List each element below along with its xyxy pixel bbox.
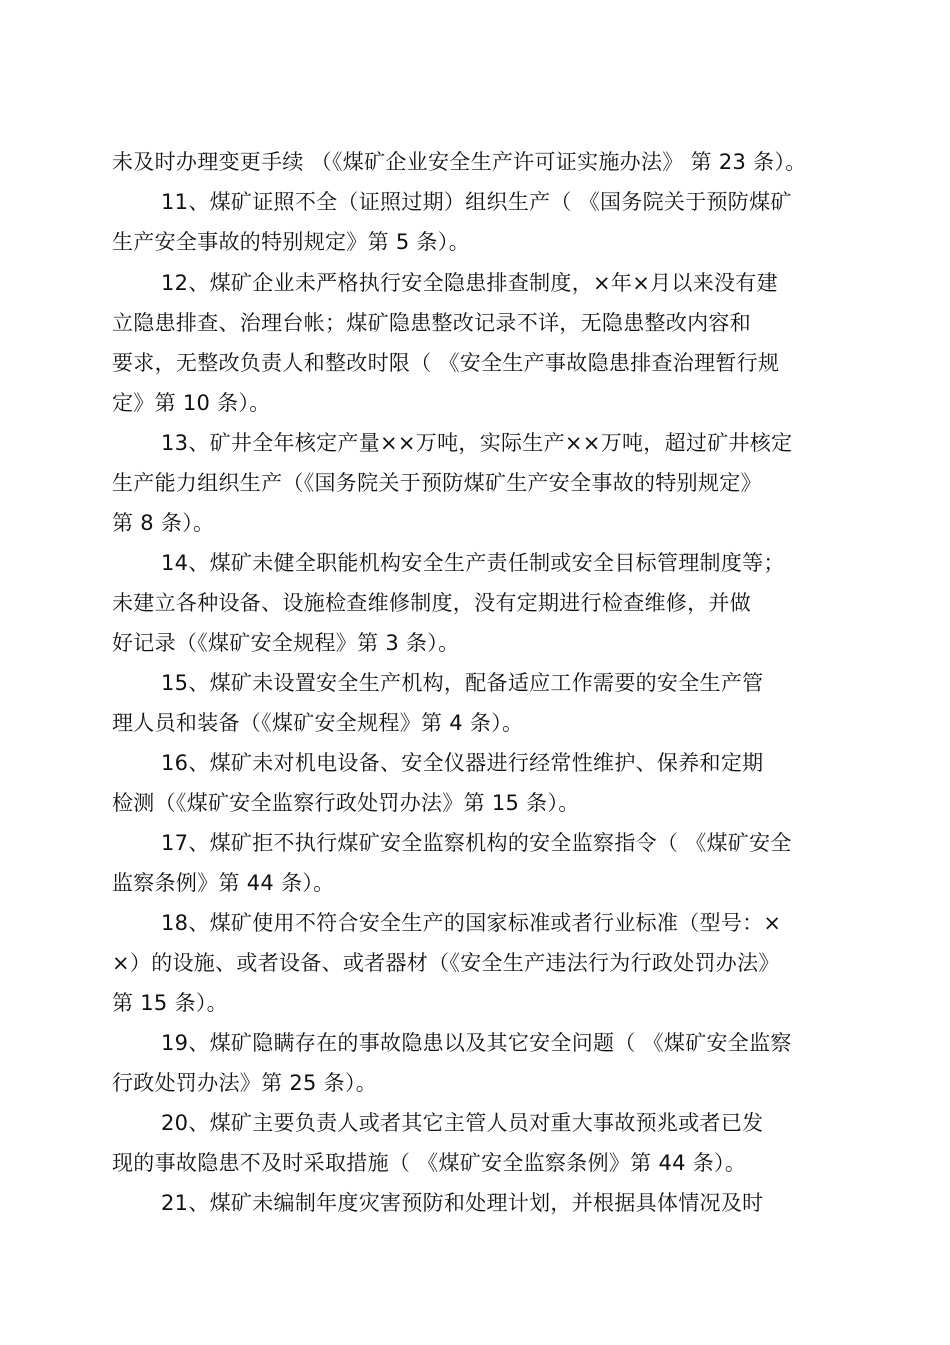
text-line: 行政处罚办法》第 25 条）。 (112, 1071, 378, 1095)
text-line: 要求，无整改负责人和整改时限（ 《安全生产事故隐患排查治理暂行规 (112, 351, 780, 375)
text-line: 12、煤矿企业未严格执行安全隐患排查制度，×年×月以来没有建 (161, 271, 778, 295)
text-line: 17、煤矿拒不执行煤矿安全监察机构的安全监察指令（ 《煤矿安全 (161, 831, 792, 855)
text-line: 监察条例》第 44 条）。 (112, 871, 335, 895)
text-line: 第 8 条）。 (112, 511, 215, 535)
text-line: 理人员和装备（《煤矿安全规程》第 4 条）。 (112, 711, 524, 735)
text-line: 21、煤矿未编制年度灾害预防和处理计划，并根据具体情况及时 (161, 1191, 764, 1215)
text-line: 立隐患排查、治理台帐；煤矿隐患整改记录不详，无隐患整改内容和 (112, 311, 751, 335)
text-line: 19、煤矿隐瞒存在的事故隐患以及其它安全问题（ 《煤矿安全监察 (161, 1031, 792, 1055)
text-line: 15、煤矿未设置安全生产机构，配备适应工作需要的安全生产管 (161, 671, 764, 695)
text-line: 检测（《煤矿安全监察行政处罚办法》第 15 条）。 (112, 791, 580, 815)
text-line: 现的事故隐患不及时采取措施（ 《煤矿安全监察条例》第 44 条）。 (112, 1151, 747, 1175)
text-line: 13、矿井全年核定产量××万吨，实际生产××万吨，超过矿井核定 (161, 431, 793, 455)
text-line: 18、煤矿使用不符合安全生产的国家标准或者行业标准（型号：× (161, 911, 782, 935)
text-line: 20、煤矿主要负责人或者其它主管人员对重大事故预兆或者已发 (161, 1111, 764, 1135)
text-line: 生产能力组织生产（《国务院关于预防煤矿生产安全事故的特别规定》 (112, 471, 762, 495)
text-line: 好记录（《煤矿安全规程》第 3 条）。 (112, 631, 460, 655)
text-line: 未及时办理变更手续 （《煤矿企业安全生产许可证实施办法》 第 23 条）。 (112, 150, 807, 174)
text-line: 14、煤矿未健全职能机构安全生产责任制或安全目标管理制度等； (161, 551, 785, 575)
text-line: 11、煤矿证照不全（证照过期）组织生产（ 《国务院关于预防煤矿 (161, 190, 792, 214)
text-line: 生产安全事故的特别规定》第 5 条）。 (112, 230, 470, 254)
text-line: 未建立各种设备、设施检查维修制度，没有定期进行检查维修，并做 (112, 591, 751, 615)
text-line: ×）的设施、或者设备、或者器材（《安全生产违法行为行政处罚办法》 (112, 951, 780, 975)
text-line: 定》第 10 条）。 (112, 391, 271, 415)
text-line: 第 15 条）。 (112, 991, 228, 1015)
text-line: 16、煤矿未对机电设备、安全仪器进行经常性维护、保养和定期 (161, 751, 764, 775)
